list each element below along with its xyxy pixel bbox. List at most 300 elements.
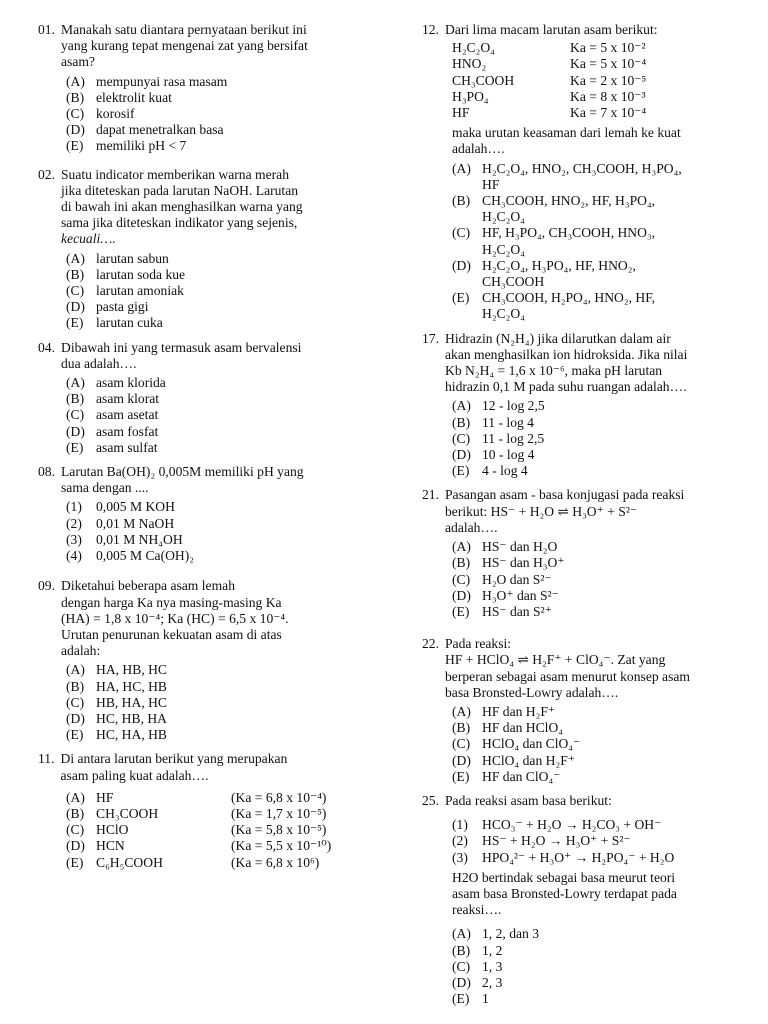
- option-line: 0,005 M KOH: [96, 499, 175, 515]
- option-text: [96, 532, 390, 548]
- option-text: [96, 267, 390, 283]
- option-label: (B): [452, 193, 471, 209]
- reaction-text: HCO₃⁻ + H₂O → H₂CO₃ + OH⁻: [482, 817, 662, 833]
- option-line: 1, 2: [482, 942, 503, 958]
- question-line: sama dengan ....: [61, 480, 149, 496]
- answer-option: [66, 516, 390, 532]
- option-line: H₂C₂O₄: [482, 241, 525, 257]
- option-label: (B): [452, 555, 471, 571]
- reaction-label: (2): [452, 833, 468, 849]
- option-text: [482, 769, 752, 785]
- option-label: (C): [452, 958, 471, 974]
- option-label: (D): [452, 257, 471, 273]
- question-head: [38, 167, 390, 248]
- option-line: HF, H₃PO₄, CH₃COOH, HNO₃,: [482, 225, 656, 241]
- ka-value: Ka = 7 x 10⁻⁴: [570, 105, 647, 121]
- question-body: [66, 662, 390, 743]
- option-text: [482, 753, 752, 769]
- option-line: HS⁻ dan H₂O: [482, 539, 558, 555]
- reaction-item: [452, 817, 752, 833]
- option-label: (C): [452, 430, 471, 446]
- option-line: 1, 2, dan 3: [482, 926, 540, 942]
- option-text: [482, 193, 752, 225]
- question-line: berikut: HS⁻ + H₂O ⇌ H₃O⁺ + S²⁻: [445, 503, 638, 519]
- option-line: HClO₄ dan H₂F⁺: [482, 752, 575, 768]
- option-label: (C): [452, 225, 471, 241]
- answer-option: [66, 90, 390, 106]
- question-line: Di antara larutan berikut yang merupakan: [60, 751, 288, 767]
- answer-options: [66, 375, 390, 456]
- answer-option: [66, 267, 390, 283]
- option-label: (B): [452, 720, 471, 736]
- question-line: asam?: [61, 54, 95, 70]
- option-text: [482, 991, 752, 1007]
- option-line: 2, 3: [482, 974, 503, 990]
- option-text: [482, 258, 752, 290]
- question-text: [445, 22, 752, 38]
- option-text: [482, 926, 752, 942]
- question-12: [422, 22, 752, 323]
- option-label: (C): [66, 407, 85, 423]
- question-text: [445, 331, 752, 396]
- option-text: [482, 959, 752, 975]
- question-line: maka urutan keasaman dari lemah ke kuat: [452, 125, 681, 141]
- option-text: [482, 415, 752, 431]
- question-head: [422, 487, 752, 536]
- option-label: (A): [452, 539, 471, 555]
- option-line: mempunyai rasa masam: [96, 73, 228, 89]
- option-line: HC, HA, HB: [96, 727, 167, 743]
- question-text: [61, 464, 390, 496]
- question-line: Kb N₂H₄ = 1,6 x 10⁻⁶, maka pH larutan: [445, 363, 663, 379]
- option-line: larutan sabun: [96, 250, 169, 266]
- option-text: [96, 299, 390, 315]
- question-body: [66, 74, 390, 155]
- option-line: HS⁻ dan S²⁺: [482, 603, 552, 619]
- option-text: [482, 720, 752, 736]
- answer-option: [66, 532, 390, 548]
- option-text: [96, 695, 390, 711]
- answer-options: [66, 662, 390, 743]
- option-text: [96, 391, 390, 407]
- option-label: (B): [66, 89, 85, 105]
- option-label: (D): [452, 974, 471, 990]
- option-label: (E): [66, 315, 84, 331]
- option-text: [482, 398, 752, 414]
- option-label: (E): [452, 991, 470, 1007]
- answer-options: [66, 790, 390, 871]
- question-text: [445, 793, 752, 809]
- question-22: [422, 636, 752, 785]
- answer-options: [66, 74, 390, 155]
- question-body: [452, 817, 752, 1007]
- question-line: Larutan Ba(OH)₂ 0,005M memiliki pH yang: [61, 464, 304, 480]
- answer-option: [452, 258, 752, 290]
- option-line: asam klorida: [96, 375, 166, 391]
- option-label: (3): [66, 531, 82, 547]
- option-label: (D): [66, 299, 85, 315]
- question-line: reaksi….: [452, 902, 502, 918]
- left-column: [38, 22, 390, 879]
- answer-option: [66, 138, 390, 154]
- question-continuation: [452, 870, 752, 919]
- option-line: HA, HB, HC: [96, 662, 167, 678]
- reaction-text: HS⁻ + H₂O → H₃O⁺ + S²⁻: [482, 833, 631, 849]
- question-09: [38, 578, 390, 743]
- option-pair: [96, 838, 390, 854]
- option-label: (B): [66, 678, 85, 694]
- option-label: (C): [66, 822, 85, 838]
- option-ka: (Ka = 1,7 x 10⁻⁵): [231, 805, 327, 821]
- option-line: 1: [482, 991, 489, 1007]
- option-text: [96, 74, 390, 90]
- answer-option: [66, 662, 390, 678]
- ka-row: [452, 73, 752, 89]
- option-text: [96, 711, 390, 727]
- option-label: (C): [452, 736, 471, 752]
- question-text: [445, 636, 752, 701]
- option-label: (2): [66, 515, 82, 531]
- option-line: H₂C₂O₄, H₃PO₄, HF, HNO₂,: [482, 257, 636, 273]
- question-number: 17.: [422, 330, 439, 346]
- option-text: [482, 555, 752, 571]
- answer-option: [66, 106, 390, 122]
- option-label: (D): [66, 838, 85, 854]
- answer-option: [452, 555, 752, 571]
- answer-option: [452, 991, 752, 1007]
- option-line: dapat menetralkan basa: [96, 122, 224, 138]
- option-line: CH₃COOH: [482, 274, 545, 290]
- question-head: [38, 578, 390, 659]
- answer-option: [452, 193, 752, 225]
- question-exception: kecuali….: [61, 231, 116, 247]
- answer-option: [452, 720, 752, 736]
- option-text: [96, 516, 390, 532]
- option-text: [482, 431, 752, 447]
- answer-option: [66, 790, 390, 806]
- question-line: HF + HClO₄ ⇌ H₂F⁺ + ClO₄⁻. Zat yang: [445, 652, 666, 668]
- question-number: 02.: [38, 166, 55, 182]
- option-text: [96, 315, 390, 331]
- question-head: [422, 22, 752, 38]
- option-line: CH₃COOH, HNO₂, HF, H₃PO₄,: [482, 193, 656, 209]
- answer-option: [66, 548, 390, 564]
- question-line: jika diteteskan pada larutan NaOH. Larutan: [61, 182, 299, 198]
- question-text: [61, 22, 390, 71]
- answer-options: [66, 499, 390, 564]
- question-number: 08.: [38, 464, 55, 480]
- ka-formula: HNO₂: [452, 56, 487, 72]
- question-head: [38, 464, 390, 496]
- answer-option: [452, 704, 752, 720]
- question-line: dengan harga Ka nya masing-masing Ka: [61, 594, 282, 610]
- question-body: [66, 790, 390, 871]
- option-label: (E): [452, 463, 470, 479]
- option-label: (E): [452, 290, 470, 306]
- answer-option: [452, 398, 752, 414]
- option-label: (A): [66, 73, 85, 89]
- question-line: dua adalah….: [61, 355, 137, 371]
- answer-option: [452, 588, 752, 604]
- question-number: 22.: [422, 636, 439, 652]
- ka-row: [452, 56, 752, 72]
- option-label: (E): [452, 603, 470, 619]
- question-line: Urutan penurunan kekuatan asam di atas: [61, 626, 282, 642]
- question-head: [38, 22, 390, 71]
- question-body: [66, 499, 390, 564]
- option-line: CH₃COOH, H₂PO₄, HNO₂, HF,: [482, 290, 656, 306]
- option-compound: HCN: [96, 838, 125, 854]
- answer-option: [66, 251, 390, 267]
- option-text: [96, 138, 390, 154]
- answer-options: [452, 161, 752, 323]
- option-text: [96, 375, 390, 391]
- option-line: 1, 3: [482, 958, 503, 974]
- question-text: [61, 340, 390, 372]
- answer-option: [452, 463, 752, 479]
- question-number: 12.: [422, 22, 439, 37]
- option-text: [96, 106, 390, 122]
- question-body: [66, 251, 390, 332]
- option-label: (A): [452, 926, 471, 942]
- option-text: [96, 122, 390, 138]
- answer-option: [66, 855, 390, 871]
- right-column: [422, 22, 752, 1015]
- question-text: [61, 751, 391, 783]
- option-line: elektrolit kuat: [96, 89, 172, 105]
- answer-option: [66, 283, 390, 299]
- option-text: [96, 679, 390, 695]
- option-compound: CH₃COOH: [96, 805, 159, 821]
- option-line: pasta gigi: [96, 299, 149, 315]
- option-ka: (Ka = 5,5 x 10⁻¹⁰): [231, 838, 332, 854]
- option-pair: [96, 806, 390, 822]
- option-label: (A): [66, 662, 85, 678]
- option-label: (B): [66, 266, 85, 282]
- option-text: [482, 572, 752, 588]
- option-line: H₂C₂O₄, HNO₂, CH₃COOH, H₃PO₄,: [482, 160, 682, 176]
- option-label: (D): [452, 752, 471, 768]
- question-continuation: [452, 125, 752, 157]
- question-number: 09.: [38, 578, 55, 594]
- option-text: [482, 704, 752, 720]
- question-21: [422, 487, 752, 620]
- answer-option: [66, 822, 390, 838]
- reaction-item: [452, 833, 752, 849]
- option-label: (E): [452, 768, 470, 784]
- option-text: [482, 604, 752, 620]
- question-body: [452, 40, 752, 322]
- option-label: (A): [452, 398, 471, 414]
- option-line: 12 - log 2,5: [482, 398, 545, 414]
- question-01: [38, 22, 390, 155]
- option-label: (D): [452, 447, 471, 463]
- option-text: [96, 424, 390, 440]
- option-line: HF dan ClO₄⁻: [482, 768, 561, 784]
- option-text: [96, 407, 390, 423]
- option-text: [482, 975, 752, 991]
- ka-row: [452, 105, 752, 121]
- question-line: Hidrazin (N₂H₄) jika dilarutkan dalam air: [445, 330, 671, 346]
- answer-options: [66, 251, 390, 332]
- question-head: [422, 331, 752, 396]
- question-line: Manakah satu diantara pernyataan berikut ini: [61, 22, 307, 37]
- question-04: [38, 340, 390, 456]
- option-label: (B): [66, 805, 85, 821]
- option-label: (C): [66, 694, 85, 710]
- reaction-text: HPO₄²⁻ + H₃O⁺ → H₂PO₄⁻ + H₂O: [482, 849, 675, 865]
- option-label: (B): [66, 391, 85, 407]
- option-line: HF dan HClO₄: [482, 720, 564, 736]
- option-line: HF dan H₂F⁺: [482, 703, 556, 719]
- option-label: (E): [66, 439, 84, 455]
- question-line: berperan sebagai asam menurut konsep asam: [445, 668, 690, 684]
- reaction-label: (3): [452, 849, 468, 865]
- option-pair: [96, 855, 390, 871]
- option-ka: (Ka = 5,8 x 10⁻⁵): [231, 822, 327, 838]
- answer-option: [452, 290, 752, 322]
- question-line: akan menghasilkan ion hidroksida. Jika nilai: [445, 346, 688, 362]
- option-label: (B): [452, 414, 471, 430]
- question-line: (HA) = 1,8 x 10⁻⁴; Ka (HC) = 6,5 x 10⁻⁴.: [61, 610, 289, 626]
- answer-option: [452, 225, 752, 257]
- question-11: [38, 751, 390, 870]
- ka-row: [452, 89, 752, 105]
- answer-option: [66, 727, 390, 743]
- question-line: Dari lima macam larutan asam berikut:: [445, 22, 658, 37]
- answer-option: [66, 424, 390, 440]
- answer-option: [66, 407, 390, 423]
- question-08: [38, 464, 390, 564]
- question-body: [452, 398, 752, 479]
- option-line: 4 - log 4: [482, 463, 528, 479]
- question-line: adalah….: [445, 519, 498, 535]
- question-head: [422, 793, 752, 809]
- option-text: [96, 283, 390, 299]
- option-text: [96, 90, 390, 106]
- ka-table: [452, 40, 752, 121]
- option-label: (D): [66, 710, 85, 726]
- option-line: asam klorat: [96, 391, 160, 407]
- option-line: 0,01 M NH₄OH: [96, 531, 183, 547]
- question-text: [61, 167, 390, 248]
- question-line: Diketahui beberapa asam lemah: [61, 578, 235, 594]
- option-label: (A): [452, 160, 471, 176]
- option-line: 11 - log 4: [482, 414, 534, 430]
- question-head: [422, 636, 752, 701]
- option-compound: C₆H₅COOH: [96, 854, 163, 870]
- question-line: adalah:: [61, 643, 101, 659]
- answer-option: [66, 838, 390, 854]
- question-number: 25.: [422, 792, 439, 808]
- option-line: 10 - log 4: [482, 447, 535, 463]
- question-number: 21.: [422, 487, 439, 503]
- option-text: [96, 499, 390, 515]
- option-label: (D): [66, 423, 85, 439]
- option-ka: (Ka = 6,8 x 10⁻⁴): [231, 789, 327, 805]
- option-label: (C): [66, 283, 85, 299]
- reaction-list: [452, 817, 752, 866]
- answer-option: [452, 415, 752, 431]
- answer-option: [452, 769, 752, 785]
- option-text: [482, 290, 752, 322]
- option-line: asam sulfat: [96, 439, 158, 455]
- option-text: [482, 588, 752, 604]
- option-line: 0,005 M Ca(OH)₂: [96, 548, 194, 564]
- question-body: [66, 375, 390, 456]
- option-pair: [96, 790, 390, 806]
- option-line: memiliki pH < 7: [96, 138, 187, 154]
- option-text: [96, 727, 390, 743]
- answer-option: [66, 499, 390, 515]
- option-text: [482, 225, 752, 257]
- answer-option: [66, 440, 390, 456]
- answer-options: [452, 704, 752, 785]
- ka-formula: H₂C₂O₄: [452, 40, 495, 56]
- option-pair: [96, 822, 390, 838]
- option-line: HClO₄ dan ClO₄⁻: [482, 736, 581, 752]
- option-line: 0,01 M NaOH: [96, 515, 175, 531]
- option-text: [96, 251, 390, 267]
- question-line: yang kurang tepat mengenai zat yang bersifat: [61, 38, 308, 54]
- answer-option: [452, 161, 752, 193]
- question-text: [445, 487, 752, 536]
- answer-option: [452, 431, 752, 447]
- answer-option: [66, 375, 390, 391]
- answer-option: [452, 572, 752, 588]
- question-number: 01.: [38, 22, 55, 37]
- question-line: asam basa Bronsted-Lowry terdapat pada: [452, 885, 677, 901]
- option-compound: HF: [96, 789, 114, 805]
- option-line: H₂C₂O₄: [482, 306, 525, 322]
- answer-option: [452, 753, 752, 769]
- option-line: 11 - log 2,5: [482, 430, 545, 446]
- question-head: [38, 340, 390, 372]
- answer-options: [452, 926, 752, 1007]
- option-text: [482, 447, 752, 463]
- option-label: (A): [66, 375, 85, 391]
- answer-option: [66, 679, 390, 695]
- option-line: larutan amoniak: [96, 283, 184, 299]
- reaction-label: (1): [452, 817, 468, 833]
- option-compound: HClO: [96, 822, 129, 838]
- ka-formula: H₃PO₄: [452, 88, 489, 104]
- question-line: basa Bronsted-Lowry adalah….: [445, 684, 619, 700]
- option-line: larutan soda kue: [96, 266, 186, 282]
- answer-options: [452, 398, 752, 479]
- answer-option: [66, 695, 390, 711]
- option-line: korosif: [96, 106, 135, 122]
- question-line: adalah….: [452, 141, 505, 157]
- question-line: di bawah ini akan menghasilkan warna yang: [61, 199, 303, 215]
- ka-row: [452, 40, 752, 56]
- option-line: H₃O⁺ dan S²⁻: [482, 587, 559, 603]
- option-label: (D): [452, 587, 471, 603]
- answer-option: [452, 943, 752, 959]
- option-line: larutan cuka: [96, 315, 163, 331]
- option-text: [96, 548, 390, 564]
- answer-option: [66, 315, 390, 331]
- option-text: [482, 539, 752, 555]
- question-line: sama jika diteteskan indikator yang sejenis,: [61, 215, 298, 231]
- option-line: HA, HC, HB: [96, 678, 167, 694]
- question-line: H2O bertindak sebagai basa meurut teori: [452, 869, 676, 885]
- question-17: [422, 331, 752, 480]
- option-label: (1): [66, 499, 82, 515]
- option-label: (C): [452, 571, 471, 587]
- question-number: 04.: [38, 339, 55, 355]
- question-text: [61, 578, 390, 659]
